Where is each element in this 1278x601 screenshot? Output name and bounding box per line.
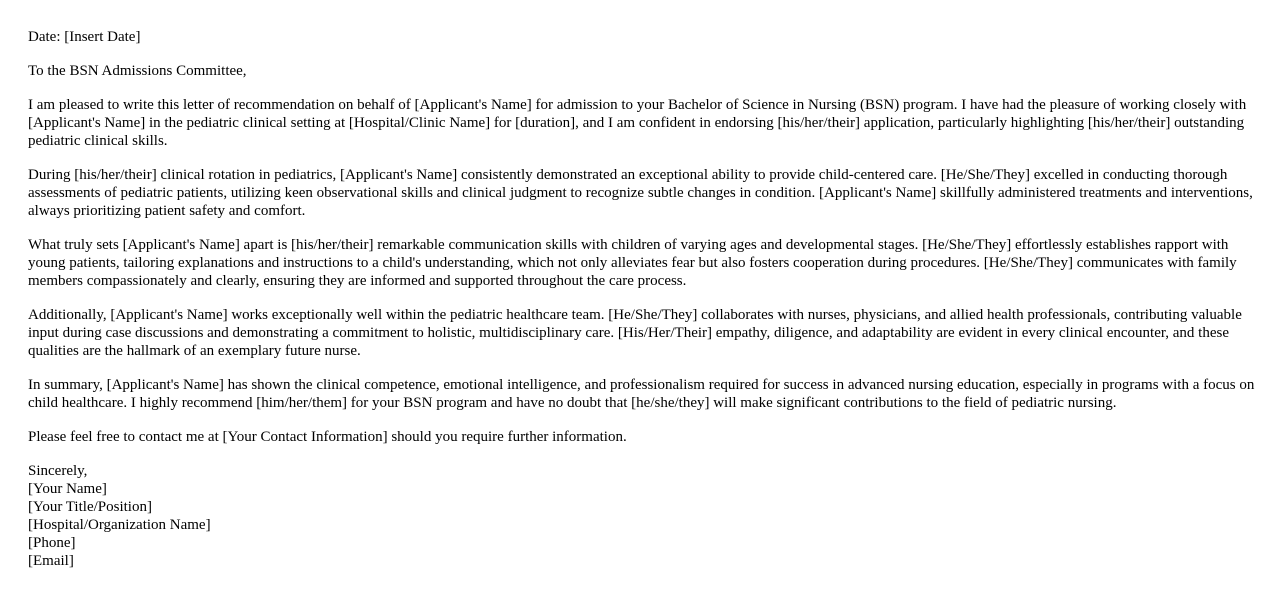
letter — [28, 28, 1256, 570]
signer-organization: [Hospital/Organization Name] — [28, 517, 211, 533]
signer-phone: [Phone] — [28, 535, 76, 551]
letter-salutation: To the BSN Admissions Committee, — [28, 63, 247, 79]
paragraph-introduction: I am pleased to write this letter of recommendation on behalf of [Applicant's Name] for admission to your Bachelor of Science in Nursing (BSN) program. I have had the pleasure of working closely with [Applicant's Name] in the pediatric clinical setting at [Hospital/Clinic Name] for [duration], and I am confident in endorsing [his/her/their] application, particularly highlighting [his/her/their] outstanding pediatric clinical skills. — [28, 97, 1247, 149]
paragraph-contact: Please feel free to contact me at [Your Contact Information] should you require further information. — [28, 429, 627, 445]
letter-date: Date: [Insert Date] — [28, 29, 141, 45]
paragraph-teamwork: Additionally, [Applicant's Name] works exceptionally well within the pediatric healthcare team. [He/She/They] collaborates with nurses, physicians, and allied health professionals, contributing valuable input during case discussions and demonstrating a commitment to holistic, multidisciplinary care. [His/Her/Their] empathy, diligence, and adaptability are evident in every clinical encounter, and these qualities are the hallmark of an exemplary future nurse. — [28, 307, 1242, 359]
paragraph-clinical-rotation: During [his/her/their] clinical rotation in pediatrics, [Applicant's Name] consistently demonstrated an exceptional ability to provide child-centered care. [He/She/They] excelled in conducting thorough assessments of pediatric patients, utilizing keen observational skills and clinical judgment to recognize subtle changes in condition. [Applicant's Name] skillfully administered treatments and interventions, always prioritizing patient safety and comfort. — [28, 167, 1253, 219]
signer-title: [Your Title/Position] — [28, 499, 152, 515]
signer-email: [Email] — [28, 553, 74, 569]
closing-signoff: Sincerely, — [28, 463, 88, 479]
signer-name: [Your Name] — [28, 481, 107, 497]
letter-closing — [28, 462, 1256, 570]
paragraph-communication: What truly sets [Applicant's Name] apart is [his/her/their] remarkable communication skills with children of varying ages and developmental stages. [He/She/They] effortlessly establishes rapport with young patients, tailoring explanations and instructions to a child's understanding, which not only alleviates fear but also fosters cooperation during procedures. [He/She/They] communicates with family members compassionately and clearly, ensuring they are informed and supported throughout the care process. — [28, 237, 1237, 289]
paragraph-summary: In summary, [Applicant's Name] has shown the clinical competence, emotional intelligence, and professionalism required for success in advanced nursing education, especially in programs with a focus on child healthcare. I highly recommend [him/her/them] for your BSN program and have no doubt that [he/she/they] will make significant contributions to the field of pediatric nursing. — [28, 377, 1255, 411]
